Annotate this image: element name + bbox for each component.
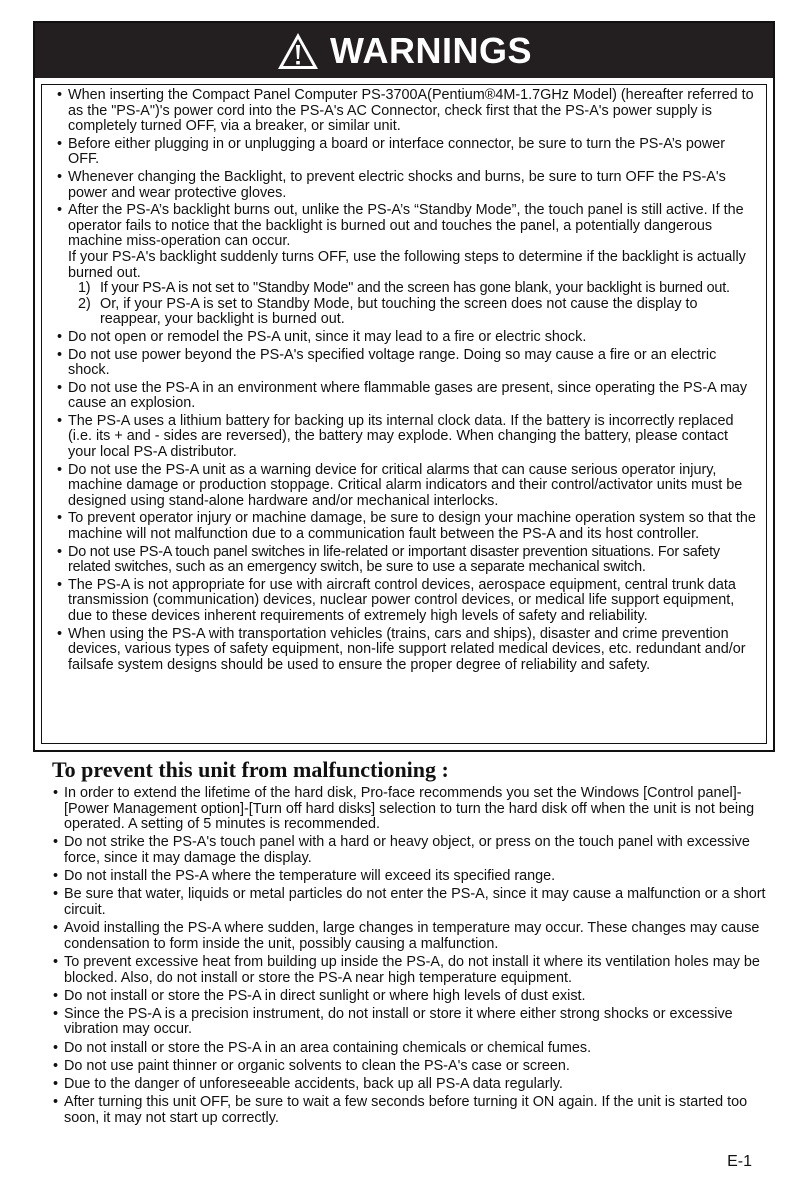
step-text: Or, if your PS-A is set to Standby Mode, but touching the screen does not cause the display to reappear, your backlight is burned out. bbox=[100, 295, 698, 328]
step-number: 1) bbox=[78, 280, 91, 297]
warning-item: • Do not use the PS-A unit as a warning device for critical alarms that can cause serious operator injury, machine damage or production stoppage. Critical alarm indicators and their control/activator units must be designed using stand-alone hardware and/or mechanical interlocks. bbox=[54, 463, 758, 510]
warning-item: • Do not use PS-A touch panel switches in life-related or important disaster prevention situations. For safety related switches, such as an emergency switch, be sure to use a separate mechanical switch. bbox=[54, 545, 758, 576]
warning-item: • Do not use power beyond the PS-A's specified voltage range. Doing so may cause a fire or an electric shock. bbox=[54, 348, 758, 379]
warning-item: • Do not use the PS-A in an environment where flammable gases are present, since operating the PS-A may cause an explosion. bbox=[54, 381, 758, 412]
warning-item: • When inserting the Compact Panel Computer PS-3700A(Pentium®4M-1.7GHz Model) (hereafter referred to as the "PS-A")'s power cord into the PS-A's AC Connector, check first that the PS-A's power supply is completely turned OFF, via a breaker, or similar unit. bbox=[54, 88, 758, 135]
warning-item: • The PS-A is not appropriate for use with aircraft control devices, aerospace equipment, central trunk data transmission (communication) devices, nuclear power control devices, or medical life support equipment, due to these devices inherent requirements of extremely high levels of safety and reliability. bbox=[54, 578, 758, 625]
step-text: If your PS-A is not set to "Standby Mode" and the screen has gone blank, your backlight is burned out. bbox=[100, 280, 730, 297]
backlight-step bbox=[68, 297, 758, 328]
warnings-content bbox=[41, 84, 767, 744]
prevent-item: • Do not use paint thinner or organic solvents to clean the PS-A's case or screen. bbox=[50, 1059, 772, 1075]
page-number: E-1 bbox=[727, 1153, 752, 1170]
backlight-followup: If your PS-A's backlight suddenly turns OFF, use the following steps to determine if the backlight is actually burned out. bbox=[68, 248, 746, 281]
prevent-item: • Be sure that water, liquids or metal particles do not enter the PS-A, since it may cause a malfunction or a short circuit. bbox=[50, 887, 772, 918]
warning-item: • The PS-A uses a lithium battery for backing up its internal clock data. If the battery is incorrectly replaced (i.e. its + and - sides are reversed), the battery may explode. When changing the battery, please contact your local PS-A distributor. bbox=[54, 414, 758, 461]
prevent-item: • In order to extend the lifetime of the hard disk, Pro-face recommends you set the Windows [Control panel]-[Power Management option]-[Turn off hard disks] selection to turn the hard disk off when the unit is not being operated. A setting of 5 minutes is recommended. bbox=[50, 786, 772, 833]
prevent-item: • Since the PS-A is a precision instrument, do not install or store it where either strong shocks or excessive vibration may occur. bbox=[50, 1007, 772, 1038]
section-title: To prevent this unit from malfunctioning : bbox=[52, 757, 449, 782]
prevent-item: • Do not install or store the PS-A in an area containing chemicals or chemical fumes. bbox=[50, 1041, 772, 1057]
prevent-section bbox=[50, 786, 772, 1129]
prevent-list bbox=[50, 786, 772, 1126]
warnings-list bbox=[54, 88, 758, 673]
prevent-item: • Due to the danger of unforeseeable accidents, back up all PS-A data regularly. bbox=[50, 1077, 772, 1093]
warning-triangle-icon bbox=[276, 31, 320, 71]
warning-item: • To prevent operator injury or machine damage, be sure to design your machine operation system so that the machine will not malfunction due to a communication fault between the PS-A and its host controller. bbox=[54, 511, 758, 542]
warnings-title: WARNINGS bbox=[330, 29, 532, 71]
warnings-box bbox=[33, 21, 775, 752]
warning-item: • Whenever changing the Backlight, to prevent electric shocks and burns, be sure to turn OFF the PS-A's power and wear protective gloves. bbox=[54, 170, 758, 201]
prevent-item: • Do not strike the PS-A's touch panel with a hard or heavy object, or press on the touch panel with excessive force, since it may damage the display. bbox=[50, 835, 772, 866]
prevent-item: • Avoid installing the PS-A where sudden, large changes in temperature may occur. These changes may cause condensation to form inside the unit, possibly causing a malfunction. bbox=[50, 921, 772, 952]
prevent-item: • To prevent excessive heat from building up inside the PS-A, do not install it where its ventilation holes may be blocked. Also, do not install or store the PS-A near high temperature equipment. bbox=[50, 955, 772, 986]
prevent-item: • Do not install or store the PS-A in direct sunlight or where high levels of dust exist. bbox=[50, 989, 772, 1005]
backlight-step bbox=[68, 281, 758, 297]
prevent-item: • Do not install the PS-A where the temperature will exceed its specified range. bbox=[50, 869, 772, 885]
warning-item: • When using the PS-A with transportation vehicles (trains, cars and ships), disaster and crime prevention devices, various types of safety equipment, non-life support related medical devices, etc. redundant and/or failsafe system designs should be used to ensure the proper degree of reliability and safety. bbox=[54, 627, 758, 674]
prevent-item: • After turning this unit OFF, be sure to wait a few seconds before turning it ON again. If the unit is started too soon, it may not start up correctly. bbox=[50, 1095, 772, 1126]
warnings-header bbox=[35, 23, 773, 78]
backlight-steps bbox=[68, 281, 758, 328]
warning-item-backlight bbox=[54, 203, 758, 328]
step-number: 2) bbox=[78, 295, 91, 312]
warning-item: • Before either plugging in or unplugging a board or interface connector, be sure to turn the PS-A’s power OFF. bbox=[54, 137, 758, 168]
warning-item-text: After the PS-A’s backlight burns out, unlike the PS-A’s “Standby Mode”, the touch panel is still active. If the operator fails to notice that the backlight is burned out and touches the panel, a potentially dangerous machine miss-operation can occur. bbox=[68, 202, 744, 250]
warning-item: • Do not open or remodel the PS-A unit, since it may lead to a fire or electric shock. bbox=[54, 330, 758, 346]
